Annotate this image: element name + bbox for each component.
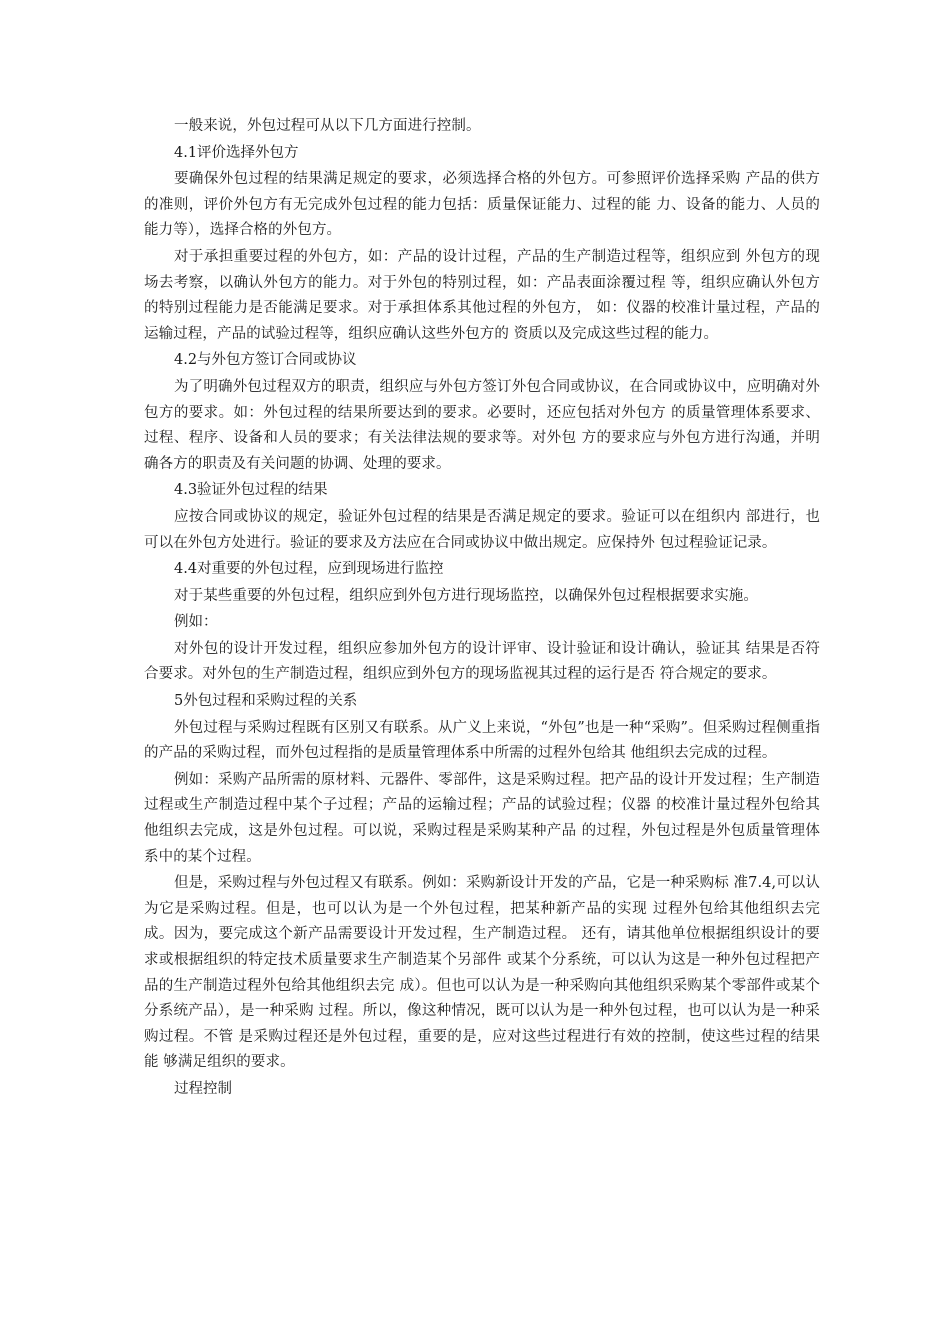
section-heading-4-4: 4.4对重要的外包过程，应到现场进行监控 bbox=[174, 561, 444, 578]
intro-paragraph: 一般来说，外包过程可从以下几方面进行控制。 bbox=[174, 118, 481, 134]
body-paragraph: 例如：采购产品所需的原材料、元器件、零部件，这是采购过程。把产品的设计开发过程；生产制造过程或生产制造过程中某个子过程；产品的运输过程；产品的试验过程；仪器 的校准计量过程外包给其他组织去完成，这是外包过程。可以说，采购过程是采购某种产品 的过程，外包过程是外包质量管理体系中的某个过程。 bbox=[144, 771, 820, 865]
body-paragraph: 要确保外包过程的结果满足规定的要求，必须选择合格的外包方。可参照评价选择采购 产品的供方的准则，评价外包方有无完成外包过程的能力包括：质量保证能力、过程的能 力、设备的能力、人员的能力等），选择合格的外包方。 bbox=[144, 171, 820, 239]
body-paragraph: 应按合同或协议的规定，验证外包过程的结果是否满足规定的要求。验证可以在组织内 部进行，也可以在外包方处进行。验证的要求及方法应在合同或协议中做出规定。应保持外 包过程验证记录。 bbox=[144, 508, 820, 551]
document-body bbox=[144, 114, 820, 1104]
section-heading-5: 5外包过程和采购过程的关系 bbox=[174, 693, 358, 710]
body-paragraph: 为了明确外包过程双方的职责，组织应与外包方签订外包合同或协议，在合同或协议中，应明确对外包方的要求。如：外包过程的结果所要达到的要求。必要时，还应包括对外包方 的质量管理体系要求、过程、程序、设备和人员的要求；有关法律法规的要求等。对外包 方的要求应与外包方进行沟通，并明确各方的职责及有关问题的协调、处理的要求。 bbox=[144, 378, 820, 472]
body-paragraph: 但是，采购过程与外包过程又有联系。例如：采购新设计开发的产品，它是一种采购标 准7.4,可以认为它是采购过程。但是，也可以认为是一个外包过程，把某种新产品的实现 过程外包给其他组织去完成。因为，要完成这个新产品需要设计开发过程，生产制造过程。 还有，请其他单位根据组织设计的要求或根据组织的特定技术质量要求生产制造某个另部件 或某个分系统，可以认为这是一种外包过程把产品的生产制造过程外包给其他组织去完 成）。但也可以认为是一种采购向其他组织采购某个零部件或某个分系统产品），是一种采购 过程。所以，像这种情况，既可以认为是一种外包过程，也可以认为是一种采购过程。不管 是采购过程还是外包过程，重要的是，应对这些过程进行有效的控制，使这些过程的结果能 够满足组织的要求。 bbox=[144, 875, 820, 1071]
body-paragraph: 对外包的设计开发过程，组织应参加外包方的设计评审、设计验证和设计确认，验证其 结果是否符合要求。对外包的生产制造过程，组织应到外包方的现场监视其过程的运行是否 符合规定的要求。 bbox=[144, 640, 820, 683]
body-paragraph: 对于某些重要的外包过程，组织应到外包方进行现场监控，以确保外包过程根据要求实施。 bbox=[174, 587, 758, 604]
example-label: 例如： bbox=[174, 614, 218, 631]
section-heading-4-3: 4.3验证外包过程的结果 bbox=[174, 482, 328, 499]
section-heading-4-1: 4.1评价选择外包方 bbox=[174, 144, 299, 161]
section-heading-process-control: 过程控制 bbox=[174, 1080, 232, 1097]
body-paragraph: 对于承担重要过程的外包方，如：产品的设计过程，产品的生产制造过程等，组织应到 外包方的现场去考察，以确认外包方的能力。对于外包的特别过程，如：产品表面涂覆过程 等，组织应确认外包方的特别过程能力是否能满足要求。对于承担体系其他过程的外包方， 如：仪器的校准计量过程，产品的运输过程，产品的试验过程等，组织应确认这些外包方的 资质以及完成这些过程的能力。 bbox=[144, 248, 820, 342]
body-paragraph: 外包过程与采购过程既有区别又有联系。从广义上来说，“外包”也是一种“采购”。但采购过程侧重指的产品的采购过程，而外包过程指的是质量管理体系中所需的过程外包给其 他组织去完成的过程。 bbox=[144, 719, 820, 762]
section-heading-4-2: 4.2与外包方签订合同或协议 bbox=[174, 352, 357, 369]
